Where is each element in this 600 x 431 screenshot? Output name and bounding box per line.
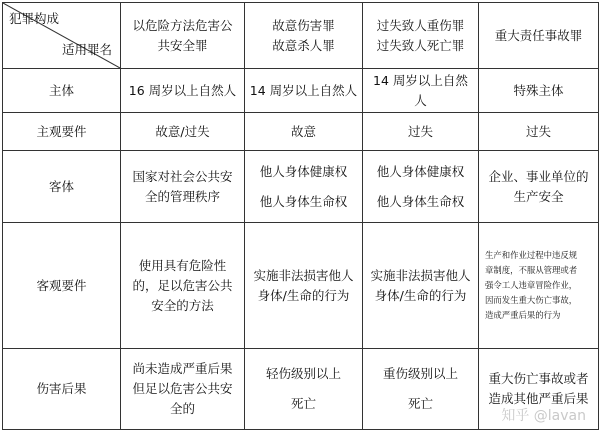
cell-line: 死亡 bbox=[290, 396, 316, 411]
cell-line: 以危险方法危害公 bbox=[132, 17, 233, 33]
cell-line: 国家对社会公共安 bbox=[132, 168, 233, 184]
cell-line: 使用具有危险性 bbox=[138, 257, 227, 273]
table-cell bbox=[363, 69, 479, 113]
cell-line: 全的 bbox=[169, 401, 195, 416]
cell-line: 他人身体健康权 bbox=[376, 163, 465, 179]
row-label: 主体 bbox=[3, 69, 121, 113]
cell-line: 故意 bbox=[290, 123, 316, 139]
table-cell bbox=[363, 349, 479, 430]
cell-line: 过失致人死亡罪 bbox=[376, 37, 465, 53]
cell-line: 重大责任事故罪 bbox=[494, 27, 583, 43]
cell-line: 实施非法损害他人 bbox=[370, 267, 471, 283]
header-cell bbox=[363, 3, 479, 69]
cell-line: 14 周岁以上自然人 bbox=[249, 82, 358, 98]
cell-line: 因而发生重大伤亡事故， bbox=[485, 295, 578, 305]
cell-line: 过失 bbox=[407, 123, 433, 139]
cell-line: 但足以危害公共安 bbox=[132, 381, 233, 396]
table-row bbox=[3, 69, 599, 113]
line-gap bbox=[367, 384, 474, 394]
cell-line: 重伤级别以上 bbox=[382, 366, 458, 381]
table-cell bbox=[121, 69, 245, 113]
cell-line: 14 周岁以上自然人 bbox=[373, 72, 468, 108]
cell-line: 故意杀人罪 bbox=[272, 37, 335, 53]
row-label: 主观要件 bbox=[3, 113, 121, 151]
corner-cell bbox=[3, 3, 121, 69]
line-gap bbox=[249, 182, 358, 192]
cell-line: 他人身体生命权 bbox=[259, 193, 348, 209]
cell-line: 全的管理秩序 bbox=[144, 188, 220, 204]
cell-line: 16 周岁以上自然人 bbox=[128, 82, 237, 98]
cell-line: 尚未造成严重后果 bbox=[132, 361, 233, 376]
table-cell bbox=[121, 151, 245, 223]
cell-line: 实施非法损害他人 bbox=[253, 267, 354, 283]
cell-line: 生产和作业过程中违反规 bbox=[485, 250, 578, 260]
header-cell bbox=[121, 3, 245, 69]
crime-comparison-table bbox=[2, 2, 599, 430]
table-cell bbox=[245, 349, 363, 430]
cell-line: 企业、事业单位的 bbox=[488, 168, 589, 184]
corner-bottom-label: 适用罪名 bbox=[61, 42, 112, 57]
table-cell bbox=[121, 113, 245, 151]
corner-top-label: 犯罪构成 bbox=[9, 11, 60, 26]
table-cell bbox=[479, 223, 599, 349]
header-row bbox=[3, 3, 599, 69]
table-cell bbox=[363, 151, 479, 223]
table-cell bbox=[121, 349, 245, 430]
table-cell bbox=[479, 69, 599, 113]
cell-line: 造成严重后果的行为 bbox=[485, 310, 561, 320]
cell-line: 共安全罪 bbox=[157, 37, 208, 53]
row-label: 客观要件 bbox=[3, 223, 121, 349]
line-gap bbox=[367, 182, 474, 192]
cell-line: 安全的方法 bbox=[151, 297, 214, 313]
cell-line: 强令工人违章冒险作业， bbox=[485, 280, 578, 290]
table-cell bbox=[245, 223, 363, 349]
line-gap bbox=[249, 384, 358, 394]
cell-line: 过失致人重伤罪 bbox=[376, 17, 465, 33]
table-cell bbox=[121, 223, 245, 349]
cell-line: 生产安全 bbox=[513, 188, 564, 204]
table-cell bbox=[479, 151, 599, 223]
row-label: 伤害后果 bbox=[3, 349, 121, 430]
cell-line: 重大伤亡事故或者 bbox=[488, 371, 589, 386]
cell-line: 过失 bbox=[525, 123, 551, 139]
table-cell bbox=[479, 113, 599, 151]
table-row bbox=[3, 113, 599, 151]
cell-line: 的，足以危害公共 bbox=[132, 277, 233, 293]
cell-line: 故意伤害罪 bbox=[272, 17, 335, 33]
header-cell bbox=[479, 3, 599, 69]
row-label: 客体 bbox=[3, 151, 121, 223]
cell-line: 造成其他严重后果 bbox=[488, 391, 589, 406]
cell-line: 他人身体生命权 bbox=[376, 193, 465, 209]
cell-line: 身体/生命的行为 bbox=[257, 287, 350, 303]
table-row bbox=[3, 151, 599, 223]
table-cell bbox=[363, 113, 479, 151]
cell-line: 章制度，不服从管理或者 bbox=[485, 265, 578, 275]
table-row bbox=[3, 223, 599, 349]
cell-line: 他人身体健康权 bbox=[259, 163, 348, 179]
cell-line: 轻伤级别以上 bbox=[265, 366, 341, 381]
table-cell bbox=[245, 69, 363, 113]
table-cell bbox=[245, 113, 363, 151]
table-cell bbox=[245, 151, 363, 223]
table-cell bbox=[363, 223, 479, 349]
cell-line: 故意/过失 bbox=[155, 123, 210, 139]
cell-line: 特殊主体 bbox=[513, 82, 564, 98]
cell-line: 死亡 bbox=[407, 396, 433, 411]
watermark: 知乎 @lavan bbox=[501, 408, 586, 424]
header-cell bbox=[245, 3, 363, 69]
cell-line: 身体/生命的行为 bbox=[374, 287, 467, 303]
